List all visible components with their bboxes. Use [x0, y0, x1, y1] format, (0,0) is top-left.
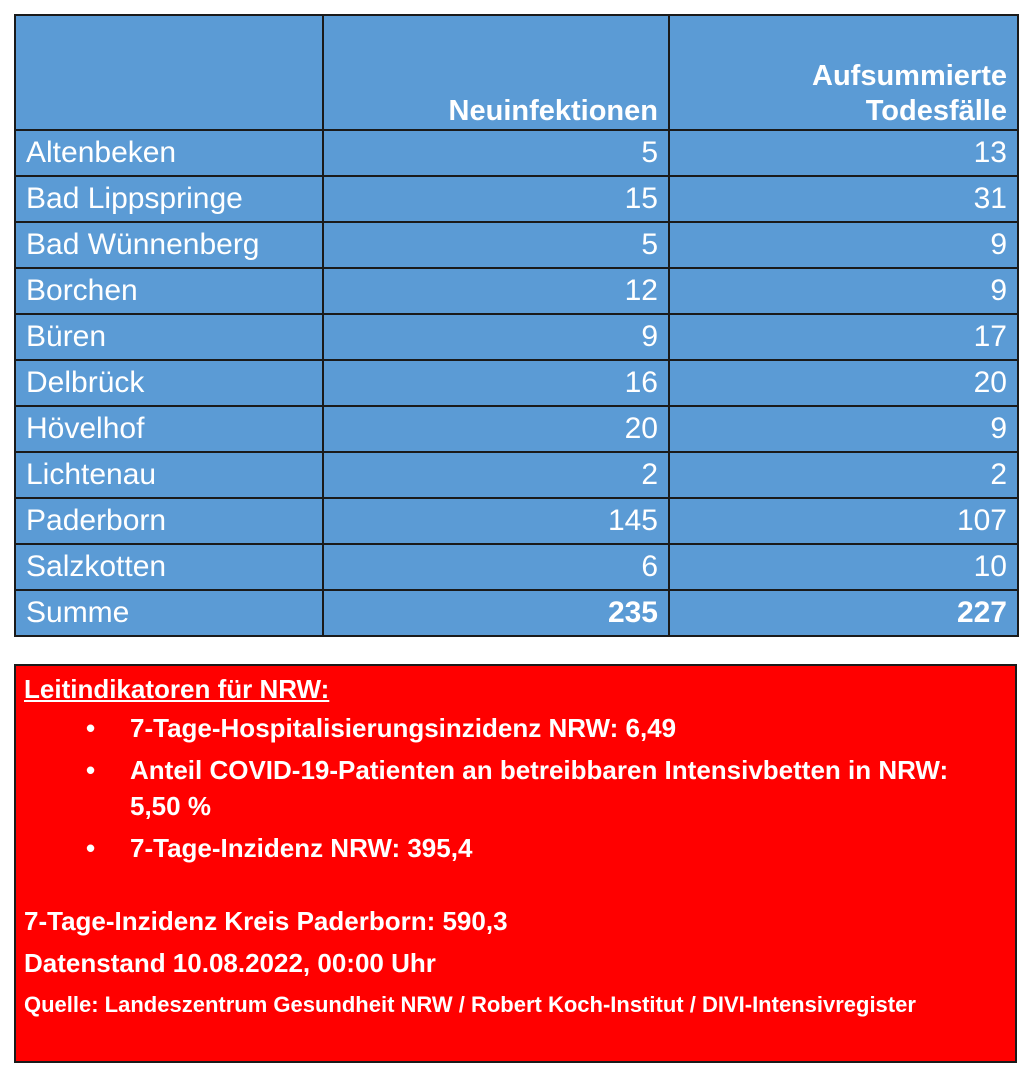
municipality-cell: Hövelhof — [15, 406, 323, 452]
bullet-icon: • — [86, 713, 96, 743]
indicators-list — [80, 710, 1000, 872]
deaths-cell: 9 — [669, 406, 1018, 452]
header-new-infections: Neuinfektionen — [323, 15, 669, 130]
deaths-cell: 227 — [669, 590, 1018, 636]
table-row — [15, 360, 1018, 406]
infection-stats-table — [14, 14, 1019, 637]
table-row — [15, 498, 1018, 544]
deaths-cell: 2 — [669, 452, 1018, 498]
municipality-cell: Summe — [15, 590, 323, 636]
table-row — [15, 544, 1018, 590]
indicator-item — [80, 710, 1000, 746]
deaths-cell: 9 — [669, 222, 1018, 268]
indicator-text: 7-Tage-Inzidenz NRW: 395,4 — [130, 833, 473, 863]
total-row — [15, 590, 1018, 636]
table-row — [15, 222, 1018, 268]
deaths-cell: 20 — [669, 360, 1018, 406]
new-infections-cell: 16 — [323, 360, 669, 406]
new-infections-cell: 6 — [323, 544, 669, 590]
new-infections-cell: 12 — [323, 268, 669, 314]
new-infections-cell: 15 — [323, 176, 669, 222]
municipality-cell: Altenbeken — [15, 130, 323, 176]
bullet-icon: • — [86, 833, 96, 863]
bullet-icon: • — [86, 755, 96, 785]
table-row — [15, 314, 1018, 360]
municipality-cell: Bad Lippspringe — [15, 176, 323, 222]
new-infections-cell: 235 — [323, 590, 669, 636]
deaths-cell: 9 — [669, 268, 1018, 314]
table-row — [15, 130, 1018, 176]
new-infections-cell: 145 — [323, 498, 669, 544]
deaths-cell: 13 — [669, 130, 1018, 176]
indicator-text: Anteil COVID-19-Patienten an betreibbaren Intensivbetten in NRW: 5,50 % — [130, 755, 949, 821]
table-row — [15, 406, 1018, 452]
municipality-cell: Paderborn — [15, 498, 323, 544]
new-infections-cell: 5 — [323, 222, 669, 268]
new-infections-cell: 5 — [323, 130, 669, 176]
header-municipality — [15, 15, 323, 130]
new-infections-cell: 9 — [323, 314, 669, 360]
source-note: Quelle: Landeszentrum Gesundheit NRW / Robert Koch-Institut / DIVI-Intensivregister — [24, 992, 916, 1017]
indicator-text: 7-Tage-Hospitalisierungsinzidenz NRW: 6,49 — [130, 713, 677, 743]
data-date: Datenstand 10.08.2022, 00:00 Uhr — [24, 948, 436, 978]
municipality-cell: Salzkotten — [15, 544, 323, 590]
municipality-cell: Bad Wünnenberg — [15, 222, 323, 268]
indicator-item — [80, 752, 1000, 824]
indicators-heading: Leitindikatoren für NRW: — [24, 674, 330, 704]
table-header-row — [15, 15, 1018, 130]
header-cumulative-deaths: Aufsummierte Todesfälle — [669, 15, 1018, 130]
deaths-cell: 17 — [669, 314, 1018, 360]
municipality-cell: Delbrück — [15, 360, 323, 406]
deaths-cell: 107 — [669, 498, 1018, 544]
municipality-cell: Büren — [15, 314, 323, 360]
deaths-cell: 31 — [669, 176, 1018, 222]
indicator-item — [80, 830, 1000, 866]
table-row — [15, 452, 1018, 498]
kreis-incidence: 7-Tage-Inzidenz Kreis Paderborn: 590,3 — [24, 906, 508, 936]
table-row — [15, 176, 1018, 222]
municipality-cell: Borchen — [15, 268, 323, 314]
new-infections-cell: 2 — [323, 452, 669, 498]
deaths-cell: 10 — [669, 544, 1018, 590]
table-row — [15, 268, 1018, 314]
nrw-indicators-box — [14, 664, 1017, 1063]
municipality-cell: Lichtenau — [15, 452, 323, 498]
new-infections-cell: 20 — [323, 406, 669, 452]
